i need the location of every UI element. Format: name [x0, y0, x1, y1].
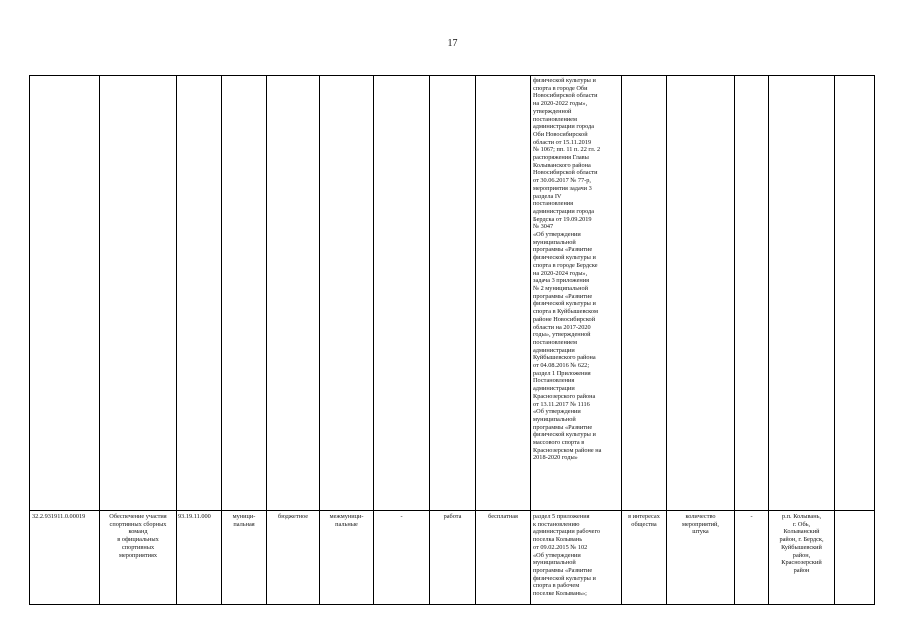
- column-divider: [475, 76, 476, 604]
- institution-type-cell: бюджетное: [278, 513, 308, 520]
- column-divider: [666, 76, 667, 604]
- category-cell: -: [400, 513, 403, 520]
- kind-cell: работа: [443, 513, 462, 520]
- column-divider: [176, 76, 177, 604]
- row-divider: [30, 510, 874, 511]
- column-divider: [530, 76, 531, 604]
- payment-cell: бесплатная: [488, 513, 518, 520]
- column-divider: [734, 76, 735, 604]
- authority-type-cell: муници- пальная: [232, 513, 256, 528]
- territory-cell: р.п. Колывань, г. Обь, Колыванский район, г. Бердск, Куйбышевский район, Краснозерский район: [779, 513, 824, 574]
- column-divider: [319, 76, 320, 604]
- legal-basis-cell: раздел 5 приложения к постановлению администрации рабочего поселка Колывань от 09.02.2015 № 102 «Об утверждении муниципальной программы «Развитие физической культуры и спорта в рабочем поселке Колывань»;: [533, 513, 601, 598]
- column-divider: [221, 76, 222, 604]
- legal-basis-cell: физической культуры и спорта в городе Оби Новосибирской области на 2020-2022 годы», утвержденной постановлением администрации города Оби Новосибирской области от 15.11.2019 № 1067; пп. 11 п. 22 гл. 2 распоряжения Главы Колыванского района Новосибирской области от 30.06.2017 № 77-р, мероприятия задачи 3 раздела IV постановления администрации города Бердска от 19.09.2019 № 3047 «Об утверждении муниципальной программы «Развитие физической культуры и спорта в городе Бердске на 2020-2024 годы», задача 3 приложения № 2 муниципальной программы «Развитие физической культуры и спорта в Куйбышевском районе Новосибирской области на 2017-2020 годы», утвержденной постановлением администрации Куйбышевского района от 04.08.2016 № 622; раздел 1 Приложения Постановления администрации Краснозерского района от 13.11.2017 № 1116 «Об утверждении муниципальной программы «Развитие физической культуры и массового спорта в Краснозерском районе на 2018-2020 годы»: [533, 77, 602, 462]
- column-divider: [429, 76, 430, 604]
- column-divider: [99, 76, 100, 604]
- column-divider: [834, 76, 835, 604]
- column-divider: [621, 76, 622, 604]
- column-divider: [768, 76, 769, 604]
- page-number: 17: [447, 38, 458, 49]
- indicator-unit-cell: -: [750, 513, 753, 520]
- column-divider: [266, 76, 267, 604]
- level-cell: межмуници- пальные: [329, 513, 364, 528]
- service-name-cell: Обеспечение участия спортивных сборных команд в официальных спортивных мероприятиях: [109, 513, 167, 559]
- indicator-cell: количество мероприятий, штука: [682, 513, 719, 536]
- interest-cell: в интересах общества: [628, 513, 660, 528]
- registry-code-cell: 32.2.931911.0.00019: [32, 513, 86, 520]
- column-divider: [373, 76, 374, 604]
- okved-code-cell: 93.19.11.000: [178, 513, 211, 520]
- registry-table: [29, 75, 875, 605]
